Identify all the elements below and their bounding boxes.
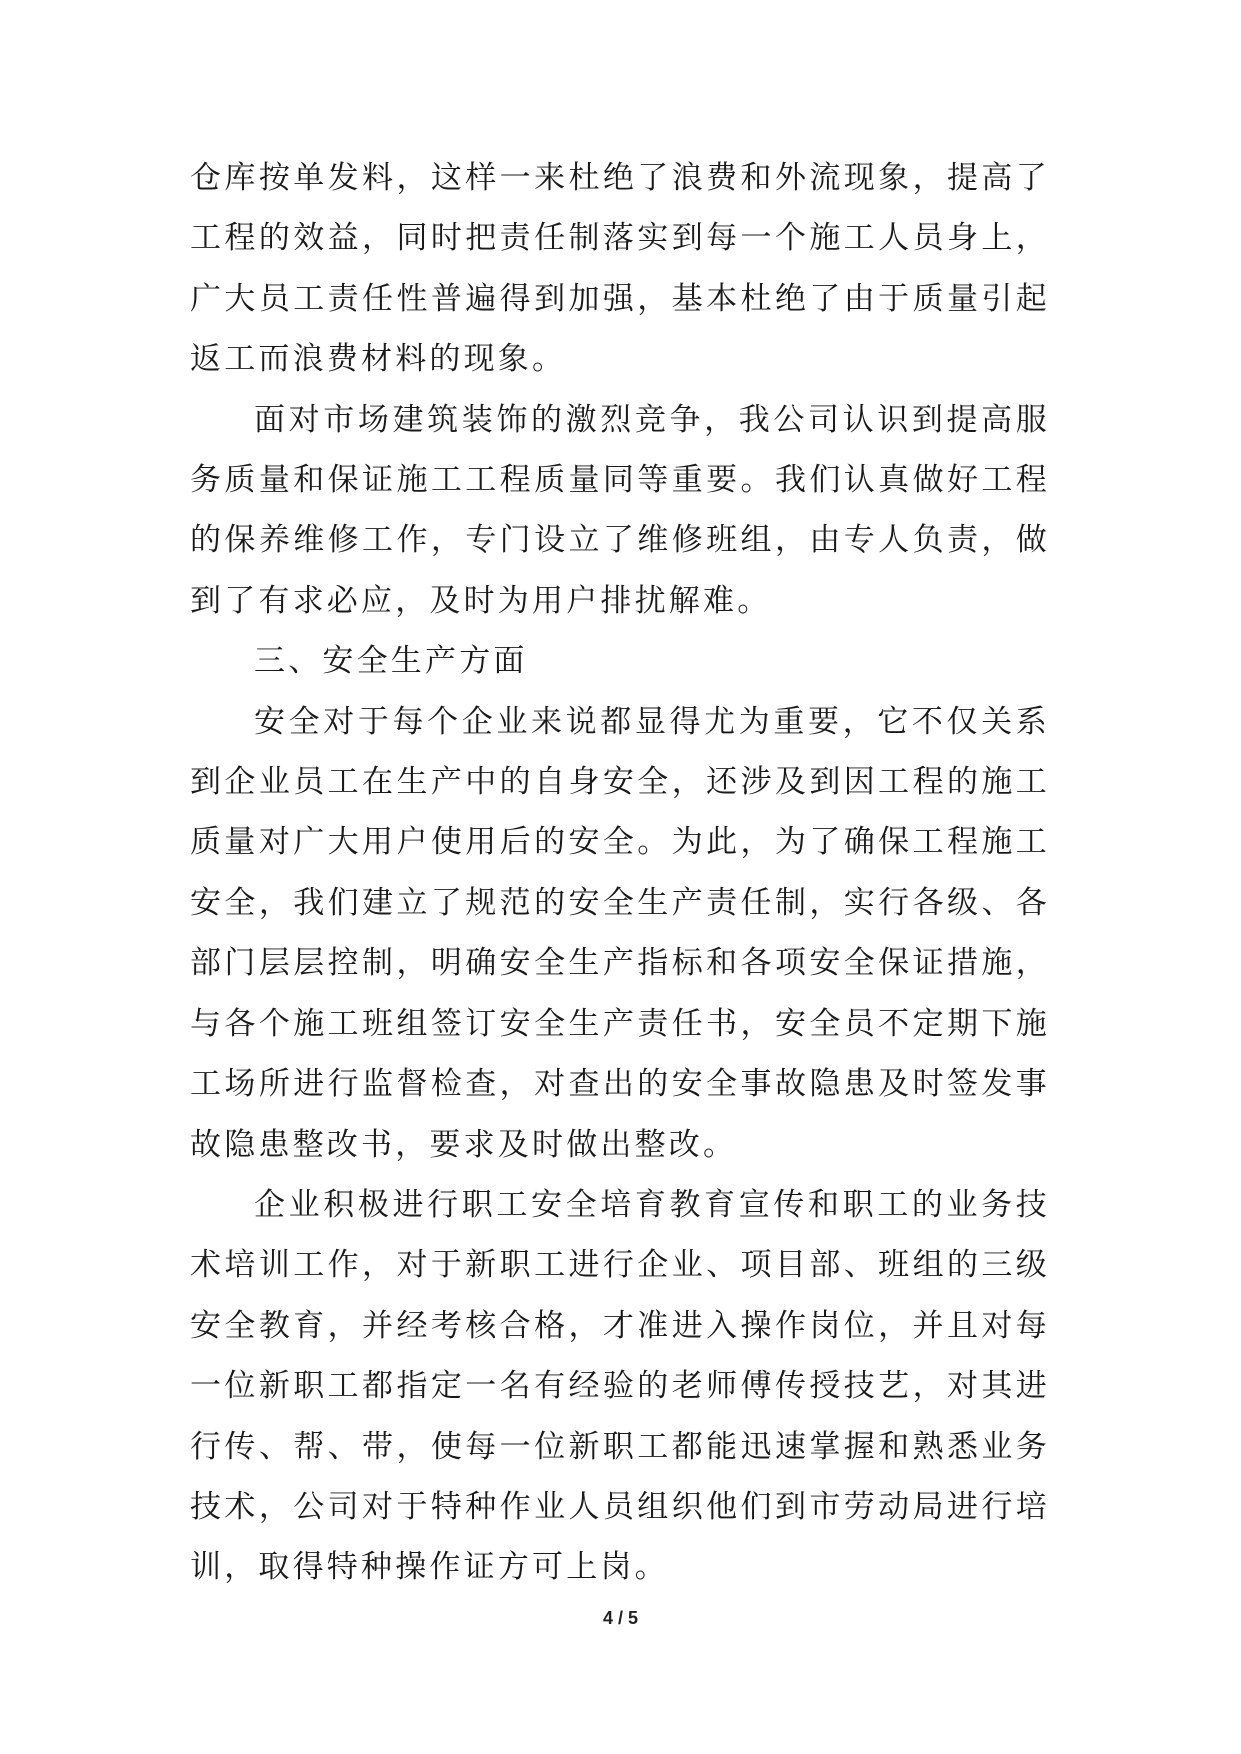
- paragraph-safety-responsibility: 安全对于每个企业来说都显得尤为重要，它不仅关系到企业员工在生产中的自身安全，还涉及到因工程的施工质量对广大用户使用后的安全。为此，为了确保工程施工安全，我们建立了规范的安全生产责任制，实行各级、各部门层层控制，明确安全生产指标和各项安全保证措施，与各个施工班组签订安全生产责任书，安全员不定期下施工场所进行监督检查，对查出的安全事故隐患及时签发事故隐患整改书，要求及时做出整改。: [190, 703, 1050, 1163]
- paragraph-safety-training: 企业积极进行职工安全培育教育宣传和职工的业务技术培训工作，对于新职工进行企业、项目部、班组的三级安全教育，并经考核合格，才准进入操作岗位，并且对每一位新职工都指定一名有经验的老师傅传授技艺，对其进行传、帮、带，使每一位新职工都能迅速掌握和熟悉业务技术，公司对于特种作业人员组织他们到市劳动局进行培训，取得特种操作证方可上岗。: [190, 1186, 1050, 1586]
- paragraph-service-quality: 面对市场建筑装饰的激烈竞争，我公司认识到提高服务质量和保证施工工程质量同等重要。我们认真做好工程的保养维修工作，专门设立了维修班组，由专人负责，做到了有求必应，及时为用户排扰解难。: [190, 401, 1050, 619]
- section-heading-safety: 三、安全生产方面: [254, 643, 528, 680]
- page-number: 4 / 5: [602, 1608, 639, 1628]
- document-body: [190, 148, 1050, 1598]
- paragraph-continued: 仓库按单发料，这样一来杜绝了浪费和外流现象，提高了工程的效益，同时把责任制落实到每一个施工人员身上，广大员工责任性普遍得到加强，基本杜绝了由于质量引起返工而浪费材料的现象。: [190, 160, 1050, 378]
